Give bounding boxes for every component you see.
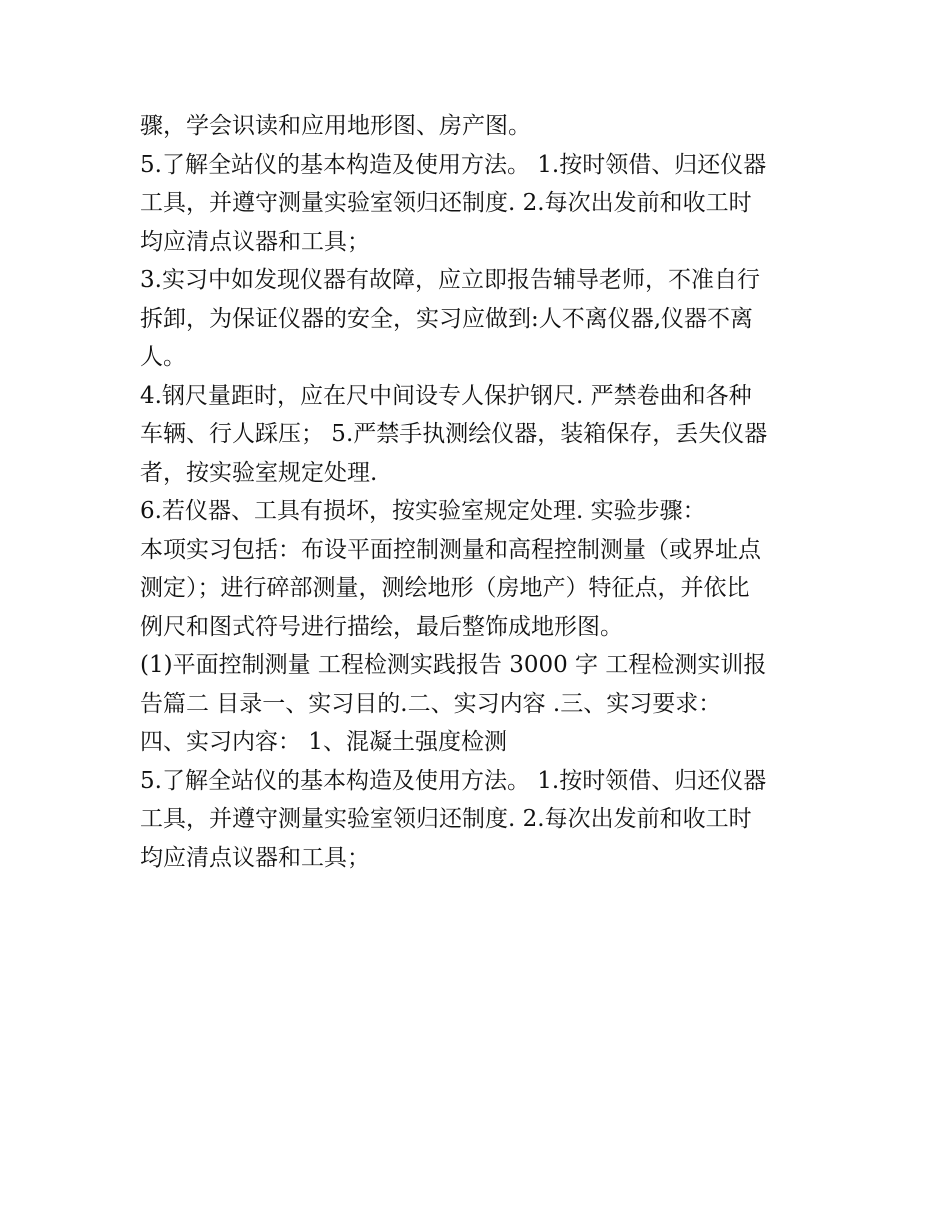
text-line-11: 6.若仪器、工具有损坏，按实验室规定处理. 实验步骤： <box>140 498 706 524</box>
text-line-16: 告篇二 目录一、实习目的.二、实习内容 .三、实习要求： <box>140 690 722 717</box>
text-line-20: 均应清点议器和工具； <box>140 844 370 871</box>
text-line-6: 拆卸，为保证仪器的安全，实习应做到:人不离仪器,仪器不离 <box>140 305 754 332</box>
text-line-5: 3.实习中如发现仪器有故障，应立即报告辅导老师，不准自行 <box>140 267 760 293</box>
text-line-19: 工具，并遵守测量实验室领归还制度. 2.每次出发前和收工时 <box>140 806 752 832</box>
text-line-13: 测定）；进行碎部测量，测绘地形（房地产）特征点，并依比 <box>140 575 750 601</box>
body-text <box>140 107 820 877</box>
text-line-18: 5.了解全站仪的基本构造及使用方法。 1.按时领借、归还仪器 <box>140 767 767 794</box>
text-line-9: 车辆、行人踩压； 5.严禁手执测绘仪器，装箱保存，丢失仪器 <box>140 421 768 447</box>
text-line-15: (1)平面控制测量 工程检测实践报告 3000 字 工程检测实训报 <box>140 652 767 678</box>
text-line-17: 四、实习内容： 1、混凝土强度检测 <box>140 729 507 755</box>
text-line-12: 本项实习包括：布设平面控制测量和高程控制测量（或界址点 <box>140 536 761 563</box>
text-line-10: 者，按实验室规定处理. <box>140 459 378 486</box>
text-line-3: 工具，并遵守测量实验室领归还制度. 2.每次出发前和收工时 <box>140 190 752 216</box>
text-line-8: 4.钢尺量距时，应在尺中间设专人保护钢尺. 严禁卷曲和各种 <box>140 382 752 409</box>
text-line-7: 人。 <box>140 344 186 370</box>
text-line-1: 骤，学会识读和应用地形图、房产图。 <box>140 113 531 139</box>
text-line-4: 均应清点议器和工具； <box>140 228 370 255</box>
text-line-14: 例尺和图式符号进行描绘，最后整饰成地形图。 <box>140 613 623 640</box>
text-line-2: 5.了解全站仪的基本构造及使用方法。 1.按时领借、归还仪器 <box>140 151 767 178</box>
